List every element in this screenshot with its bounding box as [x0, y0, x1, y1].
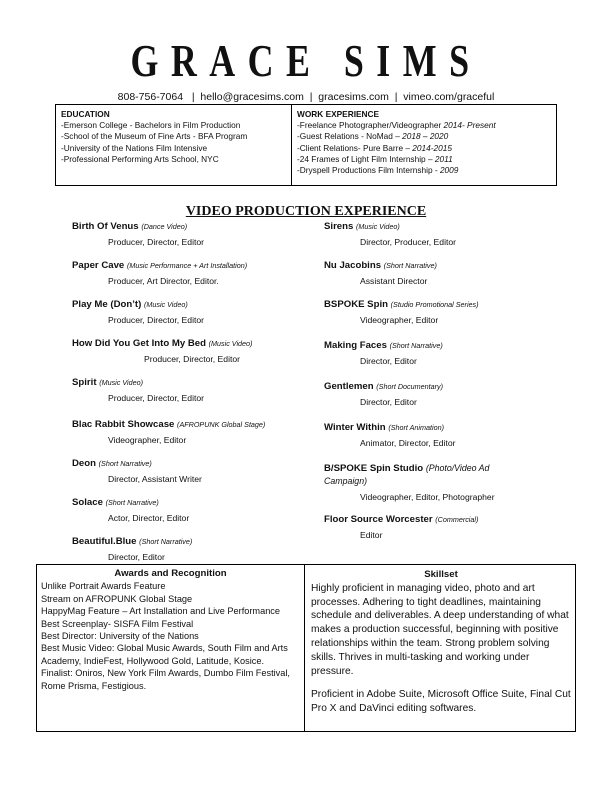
project-role: Editor — [360, 530, 383, 540]
spacer — [311, 678, 571, 688]
project-title: Winter Within — [324, 422, 386, 433]
project-item — [72, 458, 202, 485]
award-item: Best Screenplay- SISFA Film Festival — [41, 618, 194, 629]
project-genre: (Music Performance + Art Installation) — [126, 261, 248, 270]
award-item: HappyMag Feature – Art Installation and Live Performance — [41, 606, 281, 617]
project-role: Producer, Art Director, Editor. — [108, 276, 219, 286]
project-genre: (Short Animation) — [388, 423, 444, 432]
contact-line — [0, 91, 612, 103]
project-role: Director, Assistant Writer — [108, 474, 202, 484]
project-item — [324, 422, 456, 449]
project-role: Videographer, Editor — [108, 435, 187, 445]
project-item — [324, 340, 443, 367]
project-title: Floor Source Worcester — [324, 514, 433, 525]
project-role: Director, Editor — [108, 552, 165, 562]
phone: 808-756-7064 — [117, 91, 184, 103]
work-item — [297, 120, 551, 131]
project-title: Deon — [72, 458, 96, 469]
project-title: Beautiful.Blue — [72, 536, 137, 547]
project-genre: (Studio Promotional Series) — [390, 300, 479, 309]
project-title: Blac Rabbit Showcase — [72, 419, 175, 430]
project-role: Producer, Director, Editor — [144, 354, 241, 364]
education-section — [56, 105, 292, 185]
work-item — [297, 165, 551, 176]
award-item: Finalist: Oniros, New York Film Awards, Dumbo Film Festival, Rome Prisma, Festigious. — [41, 668, 290, 691]
project-genre: (Music Video) — [99, 378, 144, 387]
project-role: Videographer, Editor — [360, 315, 439, 325]
work-section — [292, 105, 556, 185]
project-role: Actor, Director, Editor — [108, 513, 190, 523]
project-title: Sirens — [324, 221, 354, 232]
project-genre: (Short Documentary) — [376, 382, 443, 391]
education-item: -University of the Nations Film Intensive — [61, 142, 208, 153]
skillset-paragraph: Highly proficient in managing video, photo and art processes. Adhering to tight deadlines, maintaining schedule and deliverables. A deep understanding of what makes a production successful, beginning with positive relationships within the team. Strong problem solving skills. Thrives in multi-tasking and working under pressure. — [311, 582, 569, 677]
project-item — [72, 260, 247, 287]
project-genre: (Music Video) — [143, 300, 188, 309]
project-genre: (Short Narrative) — [389, 341, 443, 350]
separator: | — [191, 91, 195, 103]
work-heading: WORK EXPERIENCE — [297, 109, 380, 119]
project-genre: (Photo/Video Ad Campaign) — [324, 463, 490, 486]
awards-heading: Awards and Recognition — [114, 568, 227, 579]
project-item — [324, 221, 456, 248]
project-role: Assistant Director — [360, 276, 428, 286]
work-item-text: -Freelance Photographer/Videographer — [297, 120, 444, 131]
education-item: -School of the Museum of Fine Arts - BFA Program — [61, 131, 248, 142]
separator: | — [394, 91, 398, 103]
project-title: How Did You Get Into My Bed — [72, 338, 206, 349]
project-role: Videographer, Editor, Photographer — [360, 492, 495, 502]
awards-section — [37, 565, 305, 731]
award-item: Best Music Video: Global Music Awards, South Film and Arts Academy, IndieFest, Hollywood Gold, Latitude, Kosice. — [41, 643, 288, 666]
project-item — [324, 462, 534, 503]
awards-skills-box — [36, 564, 576, 732]
website[interactable]: gracesims.com — [318, 91, 389, 103]
award-item: Best Director: University of the Nations — [41, 631, 199, 642]
work-item-date: 2011 — [434, 153, 453, 164]
video-production-heading: VIDEO PRODUCTION EXPERIENCE — [185, 204, 427, 219]
project-item — [72, 497, 189, 524]
project-role: Director, Editor — [360, 397, 417, 407]
project-genre: (Short Narrative) — [105, 498, 159, 507]
project-title: B/SPOKE Spin Studio — [324, 463, 424, 474]
work-item-text: -24 Frames of Light Film Internship – — [297, 153, 435, 164]
project-genre: (Short Narrative) — [139, 537, 193, 546]
project-genre: (AFROPUNK Global Stage) — [177, 420, 266, 429]
project-role: Animator, Director, Editor — [360, 438, 456, 448]
education-heading: EDUCATION — [61, 109, 110, 119]
resume-name: GRACE SIMS — [130, 35, 482, 86]
project-item — [72, 419, 265, 446]
project-genre: (Dance Video) — [141, 222, 188, 231]
project-item — [324, 260, 437, 287]
vimeo-link[interactable]: vimeo.com/graceful — [403, 91, 495, 103]
work-item-text: -Dryspell Productions Film Internship - — [297, 165, 440, 176]
project-role: Director, Editor — [360, 356, 417, 366]
project-genre: (Short Narrative) — [98, 459, 152, 468]
work-item-text: -Client Relations- Pure Barre – — [297, 142, 413, 153]
project-title: Gentlemen — [324, 381, 374, 392]
project-title: Nu Jacobins — [324, 260, 382, 271]
project-item — [324, 381, 443, 408]
project-item — [72, 221, 204, 248]
project-item — [324, 514, 478, 541]
award-item: Stream on AFROPUNK Global Stage — [41, 593, 193, 604]
skillset-paragraph: Proficient in Adobe Suite, Microsoft Office Suite, Final Cut Pro X and DaVinci editing softwares. — [311, 689, 571, 715]
project-genre: (Music Video) — [208, 339, 253, 348]
project-item — [72, 536, 192, 563]
project-genre: (Music Video) — [356, 222, 400, 231]
work-item-text: -Guest Relations - NoMad – — [297, 131, 403, 142]
project-role: Producer, Director, Editor — [108, 393, 205, 403]
work-item — [297, 143, 551, 154]
education-work-box — [55, 104, 557, 186]
project-title: BSPOKE Spin — [324, 299, 388, 310]
project-title: Solace — [72, 497, 103, 508]
work-item-date: 2014- Present — [443, 120, 496, 131]
work-item-date: 2018 – 2020 — [402, 131, 449, 142]
project-genre: (Commercial) — [435, 515, 479, 524]
project-item — [72, 338, 252, 365]
skillset-heading: Skillset — [424, 569, 458, 580]
skillset-section — [305, 565, 575, 731]
award-item: Unlike Portrait Awards Feature — [41, 581, 166, 592]
separator: | — [309, 91, 313, 103]
project-title: Birth Of Venus — [72, 221, 139, 232]
education-item: -Professional Performing Arts School, NYC — [61, 153, 219, 164]
email[interactable]: hello@gracesims.com — [200, 91, 304, 103]
project-title: Play Me (Don’t) — [72, 299, 142, 310]
project-title: Spirit — [72, 377, 97, 388]
project-item — [72, 299, 204, 326]
project-role: Director, Producer, Editor — [360, 237, 457, 247]
work-item-date: 2014-2015 — [412, 142, 452, 153]
project-item — [324, 299, 479, 326]
project-item — [72, 377, 204, 404]
project-genre: (Short Narrative) — [383, 261, 437, 270]
work-item — [297, 131, 551, 142]
work-item — [297, 154, 551, 165]
project-title: Paper Cave — [72, 260, 125, 271]
project-role: Producer, Director, Editor — [108, 315, 205, 325]
project-title: Making Faces — [324, 340, 387, 351]
project-role: Producer, Director, Editor — [108, 237, 205, 247]
work-item-date: 2009 — [439, 165, 459, 176]
education-item: -Emerson College - Bachelors in Film Production — [61, 120, 241, 131]
